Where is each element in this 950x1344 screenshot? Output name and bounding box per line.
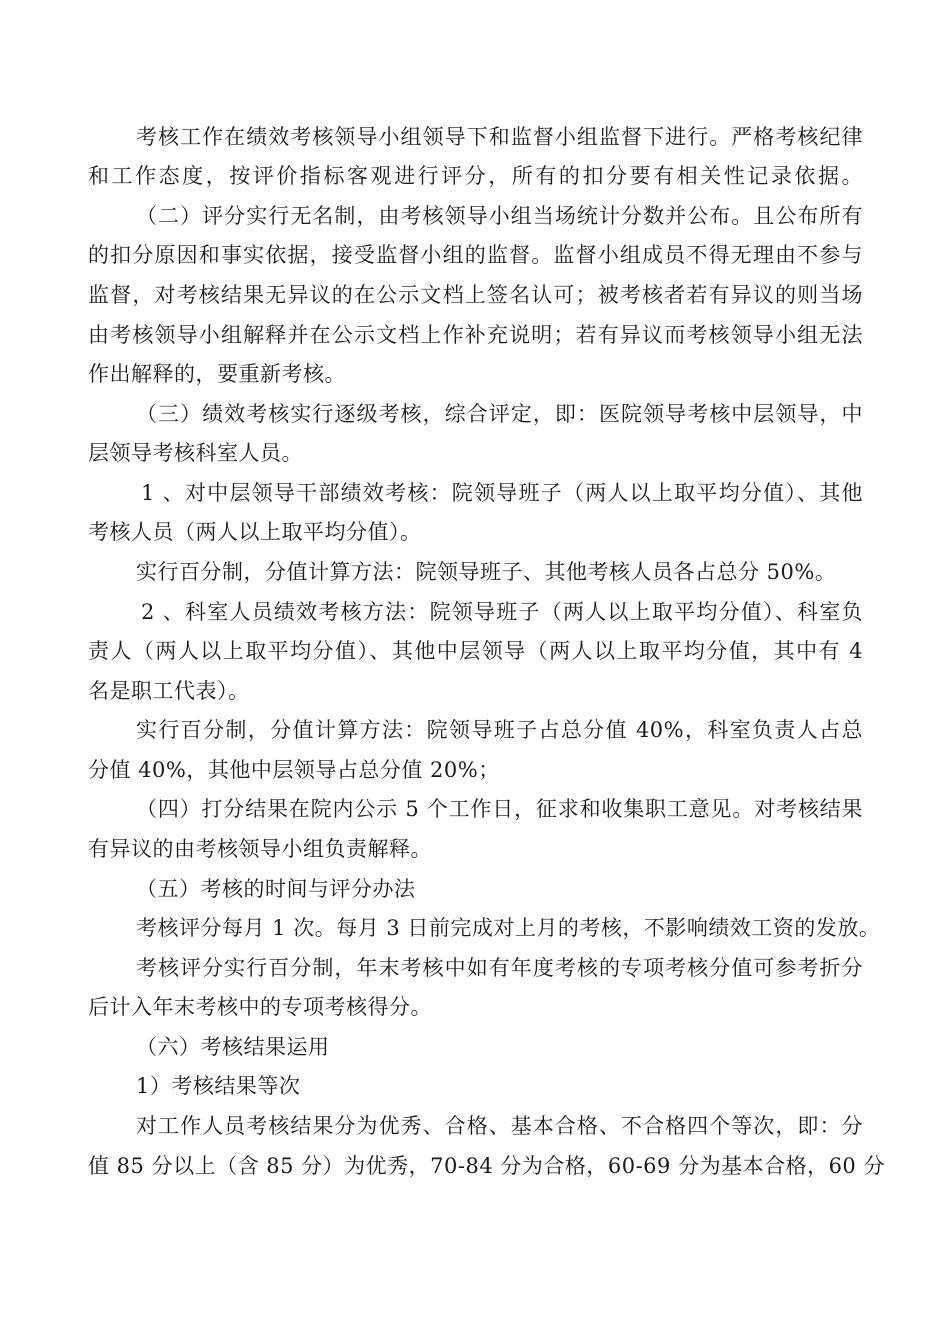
paragraph-line: 实行百分制，分值计算方法：院领导班子、其他考核人员各占总分 50%。 (136, 560, 837, 584)
paragraph-line: 考核人员（两人以上取平均分值）。 (88, 520, 422, 544)
paragraph-line: 分值 40%，其他中层领导占总分值 20%； (88, 758, 500, 782)
paragraph-line: 1 、对中层领导干部绩效考核：院领导班子（两人以上取平均分值）、其他 (141, 481, 863, 505)
paragraph-line: 考核评分实行百分制，年末考核中如有年度考核的专项考核分值可参考折分 (136, 956, 863, 980)
paragraph-line: 后计入年末考核中的专项考核得分。 (88, 995, 432, 1019)
section-heading: （六）考核结果运用 (136, 1035, 330, 1059)
paragraph-line: 实行百分制，分值计算方法：院领导班子占总分值 40%，科室负责人占总 (136, 718, 863, 742)
paragraph-line: 由考核领导小组解释并在公示文档上作补充说明；若有异议而考核领导小组无法 (88, 323, 863, 347)
paragraph-line: 和工作态度，按评价指标客观进行评分，所有的扣分要有相关性记录依据。 (88, 164, 863, 188)
paragraph-line: （二）评分实行无名制，由考核领导小组当场统计分数并公布。且公布所有 (136, 204, 863, 228)
paragraph-line: 考核评分每月 1 次。每月 3 日前完成对上月的考核，不影响绩效工资的发放。 (136, 916, 881, 940)
paragraph-line: 有异议的由考核领导小组负责解释。 (88, 837, 432, 861)
subsection-heading: 1）考核结果等次 (136, 1074, 301, 1098)
paragraph-line: 名是职工代表）。 (88, 679, 250, 703)
paragraph-line: 2 、科室人员绩效考核方法：院领导班子（两人以上取平均分值）、科室负 (141, 600, 863, 624)
paragraph-line: 层领导考核科室人员。 (88, 441, 303, 465)
paragraph-line: 考核工作在绩效考核领导小组领导下和监督小组监督下进行。严格考核纪律 (136, 125, 863, 149)
paragraph-line: 作出解释的，要重新考核。 (88, 362, 346, 386)
paragraph-line: 值 85 分以上（含 85 分）为优秀，70-84 分为合格，60-69 分为基本合格，60 分 (88, 1154, 885, 1178)
paragraph-line: 监督，对考核结果无异议的在公示文档上签名认可；被考核者若有异议的则当场 (88, 283, 863, 307)
paragraph-line: （四）打分结果在院内公示 5 个工作日，征求和收集职工意见。对考核结果 (136, 797, 863, 821)
paragraph-line: 的扣分原因和事实依据，接受监督小组的监督。监督小组成员不得无理由不参与 (88, 243, 863, 267)
section-heading: （五）考核的时间与评分办法 (136, 877, 416, 901)
paragraph-line: 对工作人员考核结果分为优秀、合格、基本合格、不合格四个等次，即：分 (136, 1114, 863, 1138)
paragraph-line: （三）绩效考核实行逐级考核，综合评定，即：医院领导考核中层领导，中 (136, 402, 863, 426)
paragraph-line: 责人（两人以上取平均分值）、其他中层领导（两人以上取平均分值，其中有 4 (88, 639, 863, 663)
